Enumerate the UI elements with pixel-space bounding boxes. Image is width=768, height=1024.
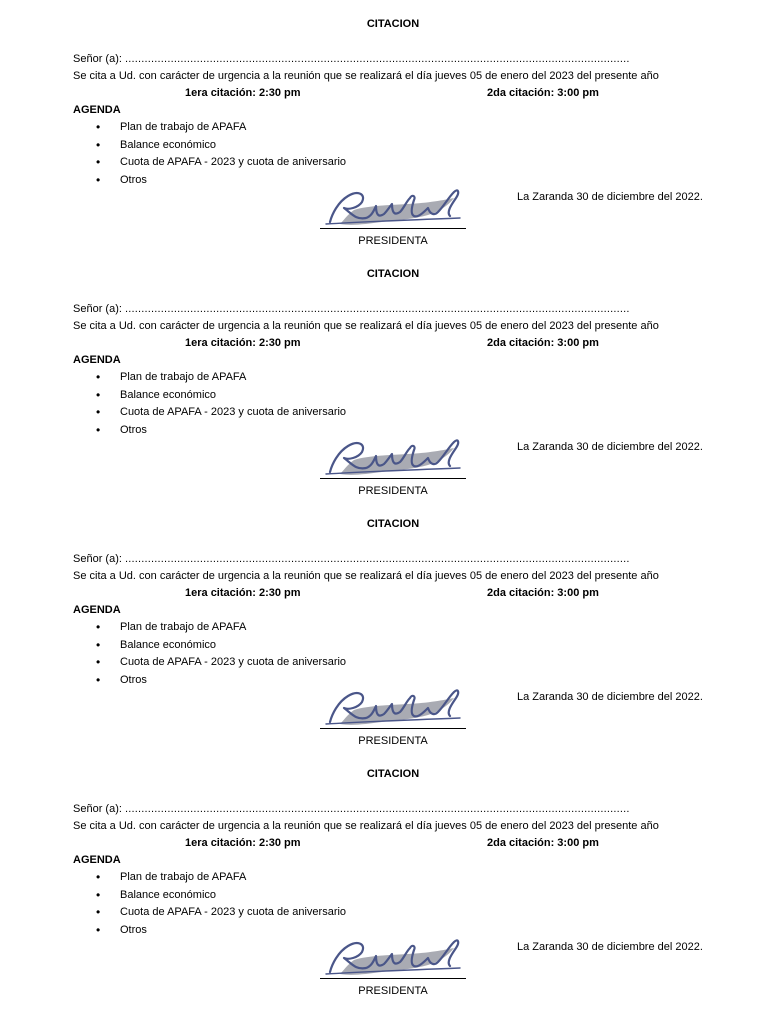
recipient-blank: ...........................................................................................................................................................	[124, 53, 630, 65]
recipient-line	[73, 53, 630, 65]
bullet-icon: •	[96, 655, 101, 669]
signature-line	[320, 228, 466, 229]
agenda-item-label: Balance económico	[120, 388, 217, 401]
recipient-blank: ...........................................................................................................................................................	[124, 553, 630, 565]
bullet-icon: •	[96, 887, 101, 902]
agenda-item-label: Otros	[120, 673, 147, 686]
agenda-item-label: Cuota de APAFA - 2023 y cuota de aniversario	[120, 156, 347, 168]
signer-role: PRESIDENTA	[358, 235, 428, 247]
bullet-icon: •	[96, 120, 101, 134]
first-call: 1era citación: 2:30 pm	[185, 587, 301, 599]
notice-title: CITACION	[366, 768, 420, 780]
second-call: 2da citación: 3:00 pm	[487, 87, 599, 99]
place-date: La Zaranda 30 de diciembre del 2022.	[517, 191, 703, 203]
recipient-line	[73, 303, 630, 315]
notice-body: Se cita a Ud. con carácter de urgencia a la reunión que se realizará el día jueves 05 de enero del 2023 del presente año	[73, 820, 659, 832]
second-call: 2da citación: 3:00 pm	[487, 337, 599, 349]
agenda-item-label: Otros	[120, 923, 147, 936]
agenda-item-label: Otros	[120, 423, 147, 436]
agenda-item-label: Balance económico	[120, 888, 217, 901]
bullet-icon: •	[96, 370, 101, 384]
place-date: La Zaranda 30 de diciembre del 2022.	[517, 441, 703, 453]
bullet-icon: •	[96, 387, 101, 402]
recipient-label: Señor (a):	[73, 303, 122, 315]
signature-image	[318, 184, 470, 230]
bullet-icon: •	[96, 922, 101, 937]
signature-image	[318, 684, 470, 730]
citation-notice	[0, 250, 768, 500]
agenda-item-label: Plan de trabajo de APAFA	[120, 871, 247, 883]
recipient-line	[73, 803, 630, 815]
place-date: La Zaranda 30 de diciembre del 2022.	[517, 941, 703, 953]
signer-role: PRESIDENTA	[358, 735, 428, 747]
agenda-item-label: Balance económico	[120, 638, 217, 651]
agenda-heading: AGENDA	[73, 604, 121, 616]
agenda-item-label: Balance económico	[120, 138, 217, 151]
recipient-blank: ...........................................................................................................................................................	[124, 803, 630, 815]
agenda-item-label: Plan de trabajo de APAFA	[120, 371, 247, 383]
recipient-label: Señor (a):	[73, 553, 122, 565]
bullet-icon: •	[96, 870, 101, 884]
citation-notice	[0, 0, 768, 250]
place-date: La Zaranda 30 de diciembre del 2022.	[517, 691, 703, 703]
bullet-icon: •	[96, 672, 101, 687]
signature-image	[318, 434, 470, 480]
bullet-icon: •	[96, 422, 101, 437]
notice-body: Se cita a Ud. con carácter de urgencia a la reunión que se realizará el día jueves 05 de enero del 2023 del presente año	[73, 320, 659, 332]
bullet-icon: •	[96, 905, 101, 919]
recipient-blank: ...........................................................................................................................................................	[124, 303, 630, 315]
agenda-heading: AGENDA	[73, 854, 121, 866]
recipient-label: Señor (a):	[73, 803, 122, 815]
agenda-item-label: Plan de trabajo de APAFA	[120, 621, 247, 633]
signature-line	[320, 728, 466, 729]
second-call: 2da citación: 3:00 pm	[487, 837, 599, 849]
bullet-icon: •	[96, 137, 101, 152]
notice-title: CITACION	[366, 18, 420, 30]
bullet-icon: •	[96, 155, 101, 169]
agenda-item-label: Cuota de APAFA - 2023 y cuota de aniversario	[120, 406, 347, 418]
first-call: 1era citación: 2:30 pm	[185, 337, 301, 349]
bullet-icon: •	[96, 405, 101, 419]
agenda-heading: AGENDA	[73, 104, 121, 116]
first-call: 1era citación: 2:30 pm	[185, 837, 301, 849]
first-call: 1era citación: 2:30 pm	[185, 87, 301, 99]
citation-notice	[0, 750, 768, 1000]
notice-body: Se cita a Ud. con carácter de urgencia a la reunión que se realizará el día jueves 05 de enero del 2023 del presente año	[73, 70, 659, 82]
bullet-icon: •	[96, 620, 101, 634]
agenda-item-label: Otros	[120, 173, 147, 186]
agenda-item-label: Cuota de APAFA - 2023 y cuota de aniversario	[120, 906, 347, 918]
notice-title: CITACION	[366, 268, 420, 280]
bullet-icon: •	[96, 172, 101, 187]
second-call: 2da citación: 3:00 pm	[487, 587, 599, 599]
signer-role: PRESIDENTA	[358, 485, 428, 497]
notice-body: Se cita a Ud. con carácter de urgencia a la reunión que se realizará el día jueves 05 de enero del 2023 del presente año	[73, 570, 659, 582]
notice-title: CITACION	[366, 518, 420, 530]
signature-line	[320, 478, 466, 479]
signature-line	[320, 978, 466, 979]
recipient-line	[73, 553, 630, 565]
signature-image	[318, 934, 470, 980]
agenda-heading: AGENDA	[73, 354, 121, 366]
agenda-item-label: Plan de trabajo de APAFA	[120, 121, 247, 133]
agenda-item-label: Cuota de APAFA - 2023 y cuota de aniversario	[120, 656, 347, 668]
recipient-label: Señor (a):	[73, 53, 122, 65]
bullet-icon: •	[96, 637, 101, 652]
citation-notice	[0, 500, 768, 750]
signer-role: PRESIDENTA	[358, 985, 428, 997]
